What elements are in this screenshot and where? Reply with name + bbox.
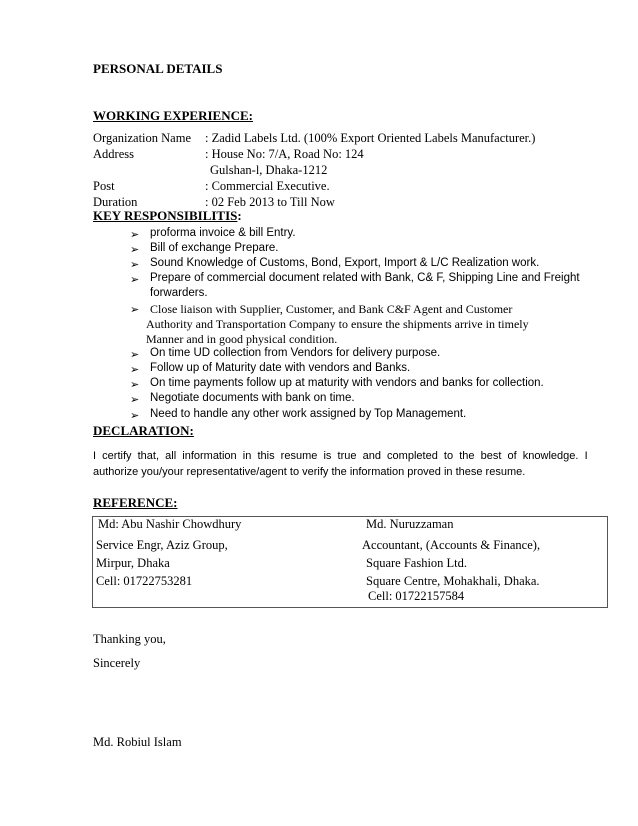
responsibility-item: Negotiate documents with bank on time.	[150, 392, 355, 404]
exp-value-address-line2: Gulshan-l, Dhaka-1212	[210, 163, 328, 177]
responsibility-item: On time UD collection from Vendors for delivery purpose.	[150, 347, 441, 359]
arrow-bullet-icon: ➢	[130, 364, 140, 376]
ref-left-cell: Cell: 01722753281	[96, 574, 193, 588]
exp-value-address: : House No: 7/A, Road No: 124	[205, 147, 364, 161]
arrow-bullet-icon: ➢	[130, 349, 140, 361]
ref-right-company: Square Fashion Ltd.	[366, 556, 468, 570]
closing-sincerely: Sincerely	[93, 656, 141, 670]
exp-value-post: : Commercial Executive.	[205, 179, 330, 193]
ref-right-cell: Cell: 01722157584	[368, 589, 465, 603]
ref-right-address: Square Centre, Mohakhali, Dhaka.	[366, 574, 540, 588]
responsibilities-heading-text: KEY RESPONSIBILITIS	[93, 208, 238, 223]
reference-heading: REFERENCE:	[93, 495, 178, 510]
declaration-line-2: authorize you/your representative/agent to verify the information proved in these resume.	[93, 466, 526, 478]
declaration-line-1: I certify that, all information in this resume is true and completed to the best of knowledge. I	[93, 450, 588, 462]
exp-value-organization: : Zadid Labels Ltd. (100% Export Oriented Labels Manufacturer.)	[205, 131, 536, 145]
responsibility-item: Close liaison with Supplier, Customer, and Bank C&F Agent and Customer	[150, 302, 513, 316]
responsibility-item: Bill of exchange Prepare.	[150, 242, 279, 254]
arrow-bullet-icon: ➢	[130, 229, 140, 241]
arrow-bullet-icon: ➢	[130, 244, 140, 256]
responsibility-item-continued: Manner and in good physical condition.	[146, 332, 338, 346]
responsibilities-heading	[93, 208, 242, 224]
working-experience-heading: WORKING EXPERIENCE:	[93, 108, 253, 123]
responsibility-item: Follow up of Maturity date with vendors and Banks.	[150, 362, 411, 374]
exp-label-post: Post	[93, 179, 115, 193]
exp-label-organization: Organization Name	[93, 131, 191, 145]
arrow-bullet-icon: ➢	[130, 259, 140, 271]
exp-label-duration: Duration	[93, 195, 138, 209]
ref-right-name: Md. Nuruzzaman	[366, 517, 454, 531]
declaration-heading: DECLARATION:	[93, 423, 194, 438]
responsibility-item: Prepare of commercial document related with Bank, C& F, Shipping Line and Freight	[150, 272, 580, 284]
personal-details-heading: PERSONAL DETAILS	[93, 61, 223, 76]
ref-left-name: Md: Abu Nashir Chowdhury	[98, 517, 242, 531]
exp-value-duration: : 02 Feb 2013 to Till Now	[205, 195, 335, 209]
responsibility-item-continued: Authority and Transportation Company to ensure the shipments arrive in timely	[146, 317, 529, 331]
responsibilities-heading-colon: :	[237, 208, 242, 223]
arrow-bullet-icon: ➢	[130, 304, 140, 316]
ref-left-title: Service Engr, Aziz Group,	[96, 538, 228, 552]
arrow-bullet-icon: ➢	[130, 410, 140, 422]
responsibility-item: Need to handle any other work assigned by Top Management.	[150, 408, 467, 420]
ref-left-location: Mirpur, Dhaka	[96, 556, 170, 570]
responsibility-item: On time payments follow up at maturity with vendors and banks for collection.	[150, 377, 544, 389]
responsibility-item-continued: forwarders.	[150, 287, 208, 299]
closing-thanks: Thanking you,	[93, 632, 166, 646]
exp-label-address: Address	[93, 147, 134, 161]
arrow-bullet-icon: ➢	[130, 379, 140, 391]
responsibility-item: proforma invoice & bill Entry.	[150, 227, 296, 239]
arrow-bullet-icon: ➢	[130, 394, 140, 406]
closing-name: Md. Robiul Islam	[93, 735, 182, 749]
responsibility-item: Sound Knowledge of Customs, Bond, Export, Import & L/C Realization work.	[150, 257, 540, 269]
arrow-bullet-icon: ➢	[130, 274, 140, 286]
ref-right-title: Accountant, (Accounts & Finance),	[362, 538, 541, 552]
